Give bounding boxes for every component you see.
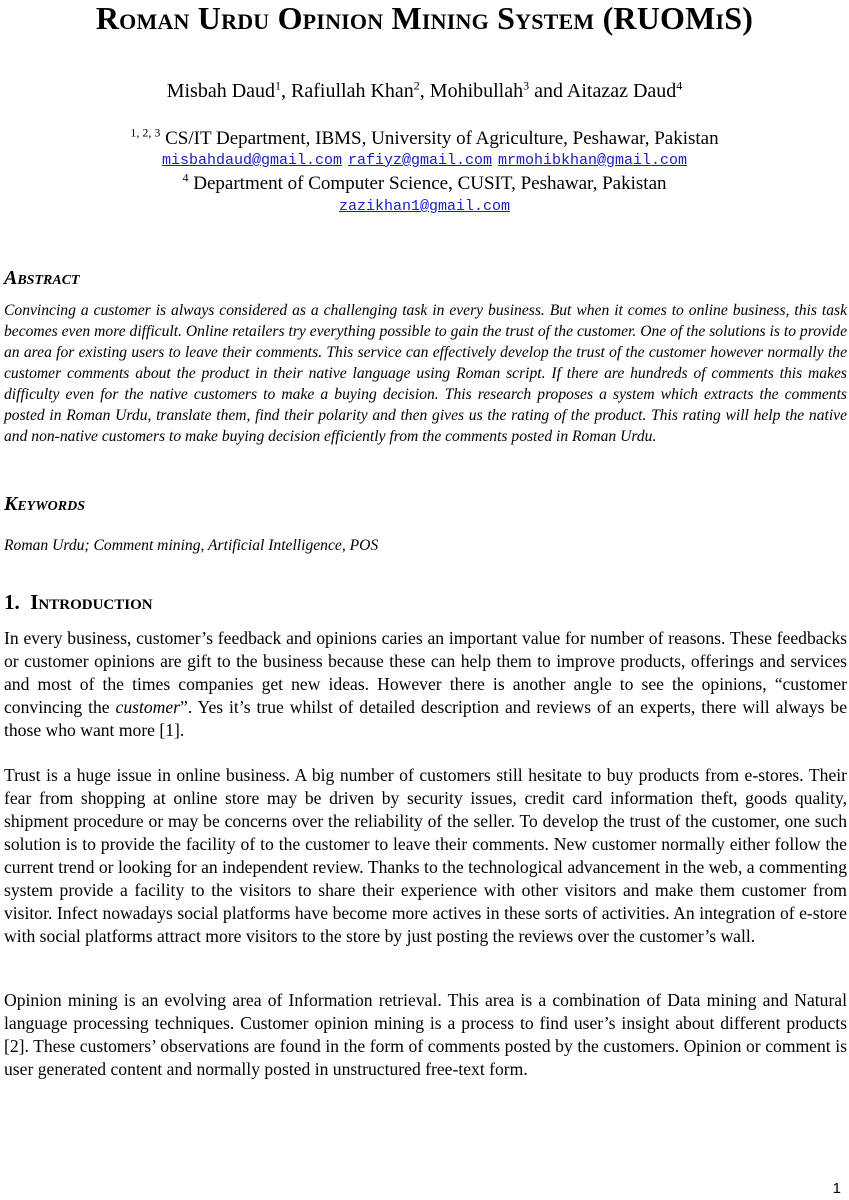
- author-separator: and: [529, 80, 567, 102]
- email-line: [0, 151, 849, 171]
- email-link[interactable]: mrmohibkhan@gmail.com: [498, 152, 688, 169]
- abstract-heading: Abstract: [4, 267, 80, 289]
- author-name: Misbah Daud: [166, 80, 276, 102]
- author-list: [0, 78, 849, 104]
- author-affiliation-mark: 2: [413, 78, 420, 93]
- author-name: Rafiullah Khan: [291, 80, 414, 102]
- email-link[interactable]: rafiyz@gmail.com: [347, 152, 493, 169]
- affiliation-text: Department of Computer Science, CUSIT, Peshawar, Pakistan: [193, 173, 667, 194]
- paper-title: Roman Urdu Opinion Mining System (RUOMiS): [95, 0, 754, 36]
- author-affiliation-mark: 3: [523, 78, 530, 93]
- intro-paragraph-3: Opinion mining is an evolving area of Information retrieval. This area is a combination of Data mining and Natural language processing techniques. Customer opinion mining is a process to find user’s insight about different products [2]. These customers’ observations are found in the form of comments posted by the customers. Opinion or comment is user generated content and normally posted in unstructured free-text form.: [4, 990, 847, 1079]
- text-run: ”. Yes it’s true whilst of detailed description and reviews of an experts, there will always be those who want more [1].: [4, 697, 848, 740]
- affiliation-marks: 4: [182, 170, 189, 185]
- emphasis-text: customer: [115, 697, 181, 717]
- affiliation-text: CS/IT Department, IBMS, University of Agriculture, Peshawar, Pakistan: [165, 128, 719, 149]
- email-line: [0, 197, 849, 217]
- author-affiliation-mark: 4: [676, 78, 683, 93]
- intro-paragraph-1: [4, 627, 847, 742]
- affiliation-line: [0, 170, 849, 195]
- section-number: 1.: [4, 590, 20, 614]
- affiliation-line: [0, 125, 849, 150]
- author-name: Aitazaz Daud: [566, 80, 677, 102]
- affiliation-marks: 1, 2, 3: [130, 125, 161, 140]
- introduction-heading: [4, 590, 153, 614]
- author-separator: ,: [419, 80, 430, 102]
- email-link[interactable]: zazikhan1@gmail.com: [338, 198, 511, 215]
- abstract-text: Convincing a customer is always considered as a challenging task in every business. But when it comes to online business, this task becomes even more difficult. Online retailers try everything possible to gain the trust of the customer. One of the solutions is to provide an area for existing users to leave their comments. This service can effectively develop the trust of the customer however normally the customer comments about the product in their native language using Roman script. If there are hundreds of comments this makes difficulty even for the native customers to make a buying decision. This research proposes a system which extracts the comments posted in Roman Urdu, translate them, find their polarity and then gives us the rating of the product. This rating will help the native and non-native customers to make buying decision efficiently from the comments posted in Roman Urdu.: [4, 302, 847, 445]
- text-run: In every business, customer’s feedback and opinions caries an important value for number of reasons. These feedbacks or customer opinions are gift to the business because these can help them to improve products, offerings and services and most of the times companies get new ideas. However there is another angle to see the opinions, “customer convincing the: [4, 628, 847, 717]
- intro-paragraph-2: Trust is a huge issue in online business. A big number of customers still hesitate to buy products from e-stores. Their fear from shopping at online store may be driven by security issues, credit card information theft, goods quality, shipment procedure or may be concerns over the reliability of the seller. To develop the trust of the customer, one such solution is to provide the facility of to the customer to leave their comments. New customer normally either follow the current trend or looking for an independent review. Thanks to the technological advancement in the web, a commenting system provide a facility to the visitors to share their experience with other visitors and make them customer from visitor. Infect nowadays social platforms have become more actives in these sorts of activities. An integration of e-store with social platforms attract more visitors to the store by just posting the reviews over the customer’s wall.: [4, 765, 847, 946]
- page-number: 1: [832, 1180, 841, 1197]
- author-affiliation-mark: 1: [275, 78, 282, 93]
- author-name: Mohibullah: [429, 80, 524, 102]
- keywords-text: Roman Urdu; Comment mining, Artificial Intelligence, POS: [4, 537, 379, 554]
- author-separator: ,: [281, 80, 292, 102]
- section-title: Introduction: [30, 590, 153, 614]
- keywords-heading: Keywords: [4, 493, 86, 515]
- email-link[interactable]: misbahdaud@gmail.com: [161, 152, 342, 169]
